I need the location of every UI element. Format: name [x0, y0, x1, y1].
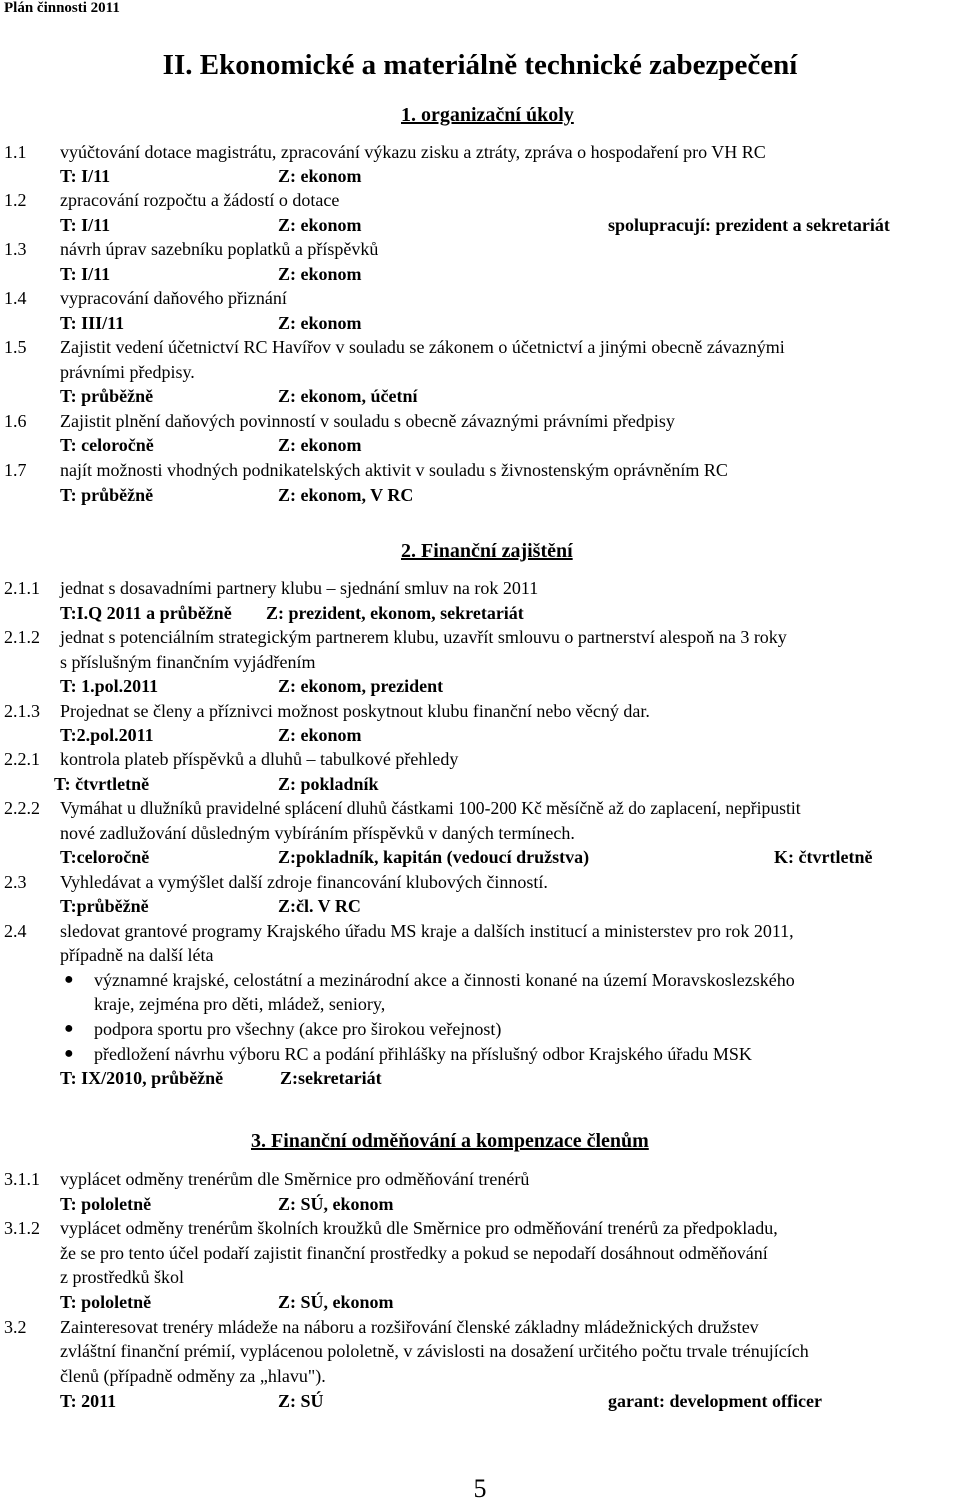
item-text: s příslušným finančním vyjádřením: [60, 652, 316, 672]
item-text: právními předpisy.: [60, 362, 195, 382]
item-text: že se pro tento účel podaří zajistit finanční prostředky a pokud se nepodaří dosáhnout odměňování: [60, 1243, 768, 1263]
item-number: 2.1.1: [4, 578, 40, 598]
responsible: Z: ekonom, účetní: [278, 386, 418, 406]
item-text: jednat s dosavadními partnery klubu – sjednání smluv na rok 2011: [60, 578, 539, 598]
item-text: vyúčtování dotace magistrátu, zpracování výkazu zisku a ztráty, zpráva o hospodaření pro VH RC: [60, 142, 766, 162]
responsible: Z: ekonom: [278, 435, 362, 455]
item-text: Zainteresovat trenéry mládeže na náboru a rozšiřování členské základny mládežnických družstev: [60, 1317, 759, 1337]
item-text: návrh úprav sazebníku poplatků a příspěvků: [60, 239, 379, 259]
bullet-icon: ●: [64, 1045, 74, 1062]
item-text: najít možnosti vhodných podnikatelských aktivit v souladu s živnostenským oprávněním RC: [60, 460, 728, 480]
bullet-text: předložení návrhu výboru RC a podání přihlášky na příslušný odbor Krajského úřadu MSK: [94, 1044, 752, 1064]
section-title-1: 1. organizační úkoly: [401, 104, 574, 126]
item-number: 2.1.3: [4, 701, 40, 721]
responsible: Z: SÚ, ekonom: [278, 1292, 394, 1312]
item-number: 1.3: [4, 239, 27, 259]
bullet-icon: ●: [64, 971, 74, 988]
item-text: zpracování rozpočtu a žádostí o dotace: [60, 190, 340, 210]
item-text: jednat s potenciálním strategickým partnerem klubu, uzavřít smlouvu o partnerství alespoň na 3 roky: [60, 627, 787, 647]
term: T: průběžně: [60, 485, 154, 505]
item-number: 1.1: [4, 142, 27, 162]
item-text: Projednat se členy a příznivci možnost poskytnout klubu finanční nebo věcný dar.: [60, 701, 650, 721]
term: T: I/11: [60, 215, 111, 235]
item-text: z prostředků škol: [60, 1267, 184, 1287]
item-text: Zajistit vedení účetnictví RC Havířov v souladu se zákonem o účetnictví a jinými obecně závaznými: [60, 337, 785, 357]
item-number: 1.5: [4, 337, 27, 357]
page-number: 5: [473, 1474, 487, 1503]
term: T:2.pol.2011: [60, 725, 154, 745]
responsible: Z:pokladník, kapitán (vedoucí družstva): [278, 847, 590, 867]
responsible: Z: pokladník: [278, 774, 379, 794]
responsible: Z: ekonom: [278, 313, 362, 333]
responsible: Z: ekonom, V RC: [278, 485, 414, 505]
term: T: 2011: [60, 1391, 117, 1411]
item-text: Vyhledávat a vymýšlet další zdroje financování klubových činností.: [60, 872, 548, 892]
item-text: Vymáhat u dlužníků pravidelné splácení dluhů částkami 100-200 Kč měsíčně až do zaplacení, nepřipustit: [60, 798, 801, 818]
item-text: sledovat grantové programy Krajského úřadu MS kraje a dalších institucí a ministerstev pro rok 2011,: [60, 921, 794, 941]
item-number: 2.4: [4, 921, 27, 941]
item-text: nové zadlužování důsledným vybíráním příspěvků v daných termínech.: [60, 823, 575, 843]
bullet-text: kraje, zejména pro děti, mládež, seniory,: [94, 994, 386, 1014]
guarantor: garant: development officer: [608, 1391, 822, 1411]
item-text: vyplácet odměny trenérům školních kroužků dle Směrnice pro odměňování trenérů za předpokladu,: [60, 1218, 778, 1238]
section-title-3: 3. Finanční odměňování a kompenzace členům: [251, 1130, 649, 1152]
term: T: průběžně: [60, 386, 154, 406]
item-number: 1.2: [4, 190, 27, 210]
item-number: 3.1.2: [4, 1218, 40, 1238]
item-number: 1.6: [4, 411, 27, 431]
responsible: Z:sekretariát: [280, 1068, 382, 1088]
responsible: Z: SÚ: [278, 1391, 324, 1411]
item-number: 3.2: [4, 1317, 27, 1337]
term: T: I/11: [60, 166, 111, 186]
item-number: 3.1.1: [4, 1169, 40, 1189]
responsible: Z: SÚ, ekonom: [278, 1194, 394, 1214]
term: T: III/11: [60, 313, 125, 333]
term: T: I/11: [60, 264, 111, 284]
item-text: Zajistit plnění daňových povinností v souladu s obecně závaznými právními předpisy: [60, 411, 675, 431]
item-number: 1.4: [4, 288, 27, 308]
item-number: 2.2.1: [4, 749, 40, 769]
chapter-title: II. Ekonomické a materiálně technické zabezpečení: [162, 49, 798, 81]
responsible: Z: ekonom: [278, 166, 362, 186]
term: T: pololetně: [60, 1292, 152, 1312]
term: T: celoročně: [60, 435, 154, 455]
term: T:celoročně: [60, 847, 150, 867]
item-text: vyplácet odměny trenérům dle Směrnice pro odměňování trenérů: [60, 1169, 530, 1189]
term: T: 1.pol.2011: [60, 676, 159, 696]
control: K: čtvrtletně: [774, 847, 873, 867]
item-number: 2.3: [4, 872, 27, 892]
responsible: Z: ekonom: [278, 215, 362, 235]
responsible: Z: ekonom: [278, 264, 362, 284]
item-number: 2.2.2: [4, 798, 40, 818]
bullet-text: významné krajské, celostátní a mezinárodní akce a činnosti konané na území Moravskoslezského: [94, 970, 795, 990]
section-title-2: 2. Finanční zajištění: [401, 540, 573, 562]
responsible: Z: ekonom, prezident: [278, 676, 444, 696]
item-number: 1.7: [4, 460, 27, 480]
item-text: členů (případně odměny za „hlavu").: [60, 1366, 326, 1386]
term: T: IX/2010, průběžně: [60, 1068, 224, 1088]
item-text: kontrola plateb příspěvků a dluhů – tabulkové přehledy: [60, 749, 459, 769]
responsible: Z: prezident, ekonom, sekretariát: [266, 603, 524, 623]
item-number: 2.1.2: [4, 627, 40, 647]
page-header: Plán činnosti 2011: [4, 0, 120, 16]
bullet-text: podpora sportu pro všechny (akce pro širokou veřejnost): [94, 1019, 502, 1039]
responsible: Z: ekonom: [278, 725, 362, 745]
term: T:I.Q 2011 a průběžně: [60, 603, 232, 623]
cooperation: spolupracují: prezident a sekretariát: [608, 215, 890, 235]
term: T: čtvrtletně: [54, 774, 150, 794]
item-text: zvláštní finanční prémií, vyplácenou pololetně, v závislosti na dosažení určitého počtu trvale trénujících: [60, 1341, 809, 1361]
term: T:průběžně: [60, 896, 149, 916]
item-text: případně na další léta: [60, 945, 214, 965]
bullet-icon: ●: [64, 1020, 74, 1037]
term: T: pololetně: [60, 1194, 152, 1214]
item-text: vypracování daňového přiznání: [60, 288, 287, 308]
responsible: Z:čl. V RC: [278, 896, 361, 916]
